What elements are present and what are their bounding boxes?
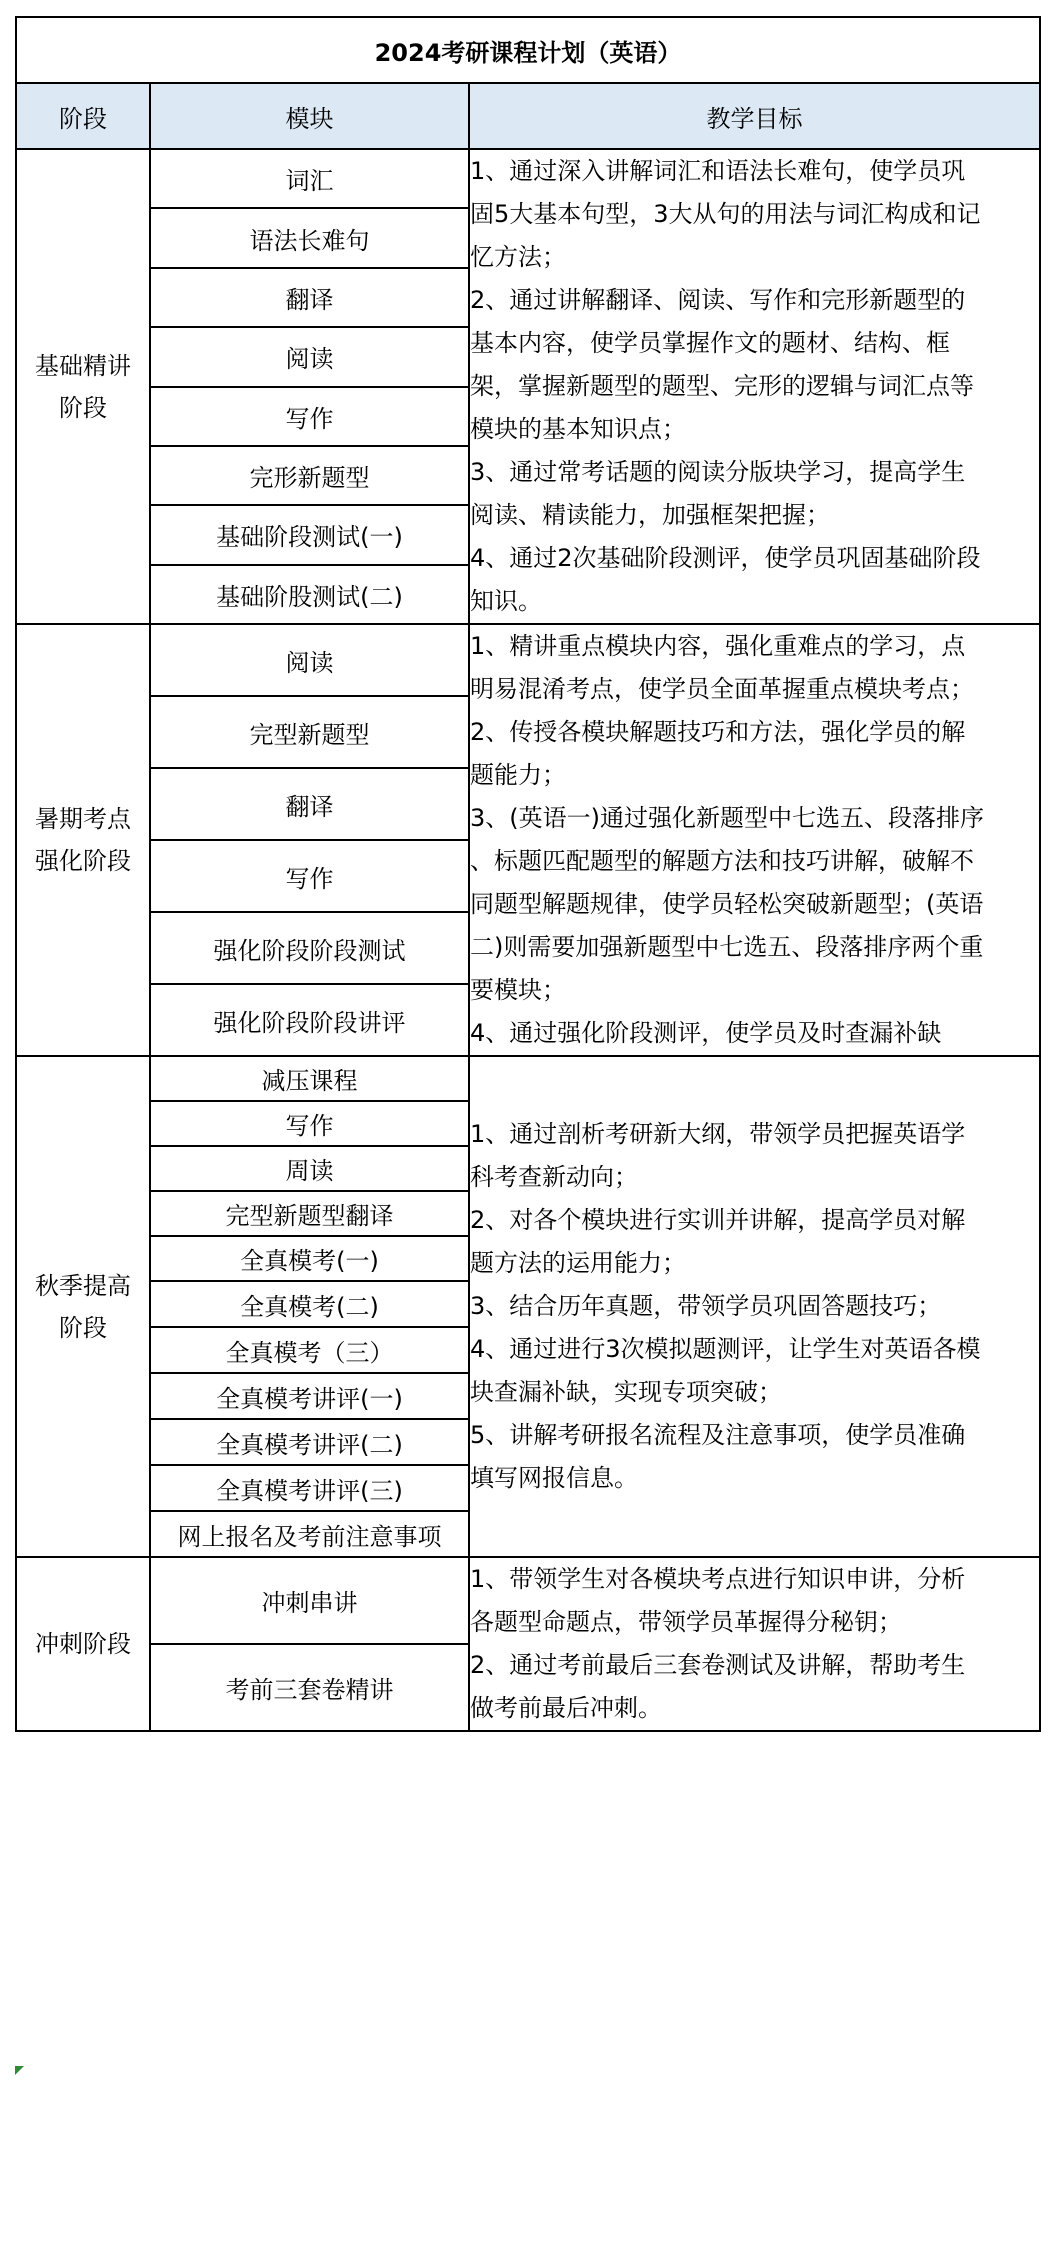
module-cell: 写作 <box>150 387 469 446</box>
module-cell: 考前三套卷精讲 <box>150 1644 469 1731</box>
goal-text-line: 填写网报信息。 <box>470 1464 638 1492</box>
stage-label-line: 暑期考点 <box>35 805 131 833</box>
goal-cell <box>469 1557 1040 1731</box>
goal-text-line: 2、传授各模块解题技巧和方法，强化学员的解 <box>470 718 966 746</box>
module-cell: 写作 <box>150 840 469 912</box>
header-goal: 教学目标 <box>469 83 1040 149</box>
stage-cell <box>16 624 150 1056</box>
goal-text-line: 块查漏补缺，实现专项突破； <box>470 1378 782 1406</box>
stage-cell <box>16 149 150 624</box>
goal-text-line: 忆方法； <box>470 243 566 271</box>
module-cell: 阅读 <box>150 327 469 386</box>
goal-text-line: 基本内容，使学员掌握作文的题材、结构、框 <box>470 329 950 357</box>
goal-text-line: 题方法的运用能力； <box>470 1249 686 1277</box>
goal-text-line: 架，掌握新题型的题型、完形的逻辑与词汇点等 <box>470 372 974 400</box>
goal-text-line: 3、通过常考话题的阅读分版块学习，提高学生 <box>470 458 966 486</box>
goal-text-line: 做考前最后冲刺。 <box>470 1694 662 1722</box>
goal-text-line: 知识。 <box>470 587 542 615</box>
goal-text-line: 4、通过2次基础阶段测评，使学员巩固基础阶段 <box>470 544 981 572</box>
module-cell: 基础阶段测试(一) <box>150 505 469 564</box>
goal-text-line: 2、通过讲解翻译、阅读、写作和完形新题型的 <box>470 286 966 314</box>
goal-text-line: 2、通过考前最后三套卷测试及讲解，帮助考生 <box>470 1651 966 1679</box>
header-module: 模块 <box>150 83 469 149</box>
goal-text-line: 题能力； <box>470 761 566 789</box>
goal-text-line: 同题型解题规律，使学员轻松突破新题型；(英语 <box>470 890 984 918</box>
goal-cell <box>469 1056 1040 1557</box>
goal-text-line: 阅读、精读能力，加强框架把握； <box>470 501 830 529</box>
goal-text-line: 1、通过深入讲解词汇和语法长难句，使学员巩 <box>470 157 966 185</box>
table-row <box>16 624 1040 696</box>
table-row <box>16 1557 1040 1644</box>
table-row <box>16 149 1040 208</box>
header-row <box>16 83 1040 149</box>
stage-label-line: 秋季提高 <box>35 1271 131 1300</box>
module-cell: 冲刺串讲 <box>150 1557 469 1644</box>
header-stage: 阶段 <box>16 83 150 149</box>
module-cell: 全真模考（三） <box>150 1327 469 1373</box>
module-cell: 全真模考讲评(二) <box>150 1419 469 1465</box>
module-cell: 减压课程 <box>150 1056 469 1101</box>
cell-corner-marker <box>15 2066 24 2075</box>
module-cell: 全真模考(一) <box>150 1236 469 1281</box>
module-cell: 词汇 <box>150 149 469 208</box>
stage-cell <box>16 1056 150 1557</box>
stage-label-line: 强化阶段 <box>35 847 131 875</box>
goal-text-line: 明易混淆考点，使学员全面革握重点模块考点； <box>470 675 974 703</box>
module-cell: 完形新题型 <box>150 446 469 505</box>
title-row <box>16 17 1040 83</box>
goal-text-line: 5、讲解考研报名流程及注意事项，使学员准确 <box>470 1421 966 1449</box>
goal-text-line: 二)则需要加强新题型中七选五、段落排序两个重 <box>470 933 984 961</box>
module-cell: 周读 <box>150 1146 469 1191</box>
table-row <box>16 1056 1040 1101</box>
goal-text-line: 1、精讲重点模块内容，强化重难点的学习，点 <box>470 632 966 660</box>
goal-text-line: 1、带领学生对各模块考点进行知识申讲，分析 <box>470 1565 966 1593</box>
stage-label-line: 冲刺阶段 <box>35 1630 131 1658</box>
goal-text-line: 3、(英语一)通过强化新题型中七选五、段落排序 <box>470 804 984 832</box>
course-plan-table <box>15 16 1041 1732</box>
module-cell: 全真模考(二) <box>150 1281 469 1327</box>
goal-text-line: 4、通过强化阶段测评，使学员及时查漏补缺 <box>470 1019 942 1047</box>
module-cell: 翻译 <box>150 268 469 327</box>
stage-cell <box>16 1557 150 1731</box>
goal-text-line: 、标题匹配题型的解题方法和技巧讲解，破解不 <box>470 847 974 875</box>
stage-label-line: 阶段 <box>59 1313 107 1342</box>
module-cell: 强化阶段阶段讲评 <box>150 984 469 1056</box>
goal-cell <box>469 149 1040 624</box>
stage-label-line: 基础精讲 <box>35 351 131 380</box>
goal-text-line: 2、对各个模块进行实训并讲解，提高学员对解 <box>470 1206 966 1234</box>
table-title: 2024考研课程计划（英语） <box>16 17 1040 83</box>
module-cell: 完型新题型 <box>150 696 469 768</box>
module-cell: 完型新题型翻译 <box>150 1191 469 1236</box>
stage-label-line: 阶段 <box>59 393 107 422</box>
goal-text-line: 3、结合历年真题，带领学员巩固答题技巧； <box>470 1292 942 1320</box>
goal-text-line: 1、通过剖析考研新大纲，带领学员把握英语学 <box>470 1120 966 1148</box>
module-cell: 基础阶股测试(二) <box>150 565 469 624</box>
goal-cell <box>469 624 1040 1056</box>
goal-text-line: 科考查新动向； <box>470 1163 638 1191</box>
module-cell: 全真模考讲评(三) <box>150 1465 469 1511</box>
goal-text-line: 模块的基本知识点； <box>470 415 686 443</box>
module-cell: 写作 <box>150 1101 469 1146</box>
goal-text-line: 要模块； <box>470 976 566 1004</box>
module-cell: 阅读 <box>150 624 469 696</box>
module-cell: 强化阶段阶段测试 <box>150 912 469 984</box>
goal-text-line: 各题型命题点，带领学员革握得分秘钥； <box>470 1608 902 1636</box>
module-cell: 网上报名及考前注意事项 <box>150 1511 469 1557</box>
module-cell: 翻译 <box>150 768 469 840</box>
module-cell: 语法长难句 <box>150 208 469 267</box>
module-cell: 全真模考讲评(一) <box>150 1373 469 1419</box>
goal-text-line: 4、通过进行3次模拟题测评，让学生对英语各模 <box>470 1335 981 1363</box>
goal-text-line: 固5大基本句型，3大从句的用法与词汇构成和记 <box>470 200 981 228</box>
